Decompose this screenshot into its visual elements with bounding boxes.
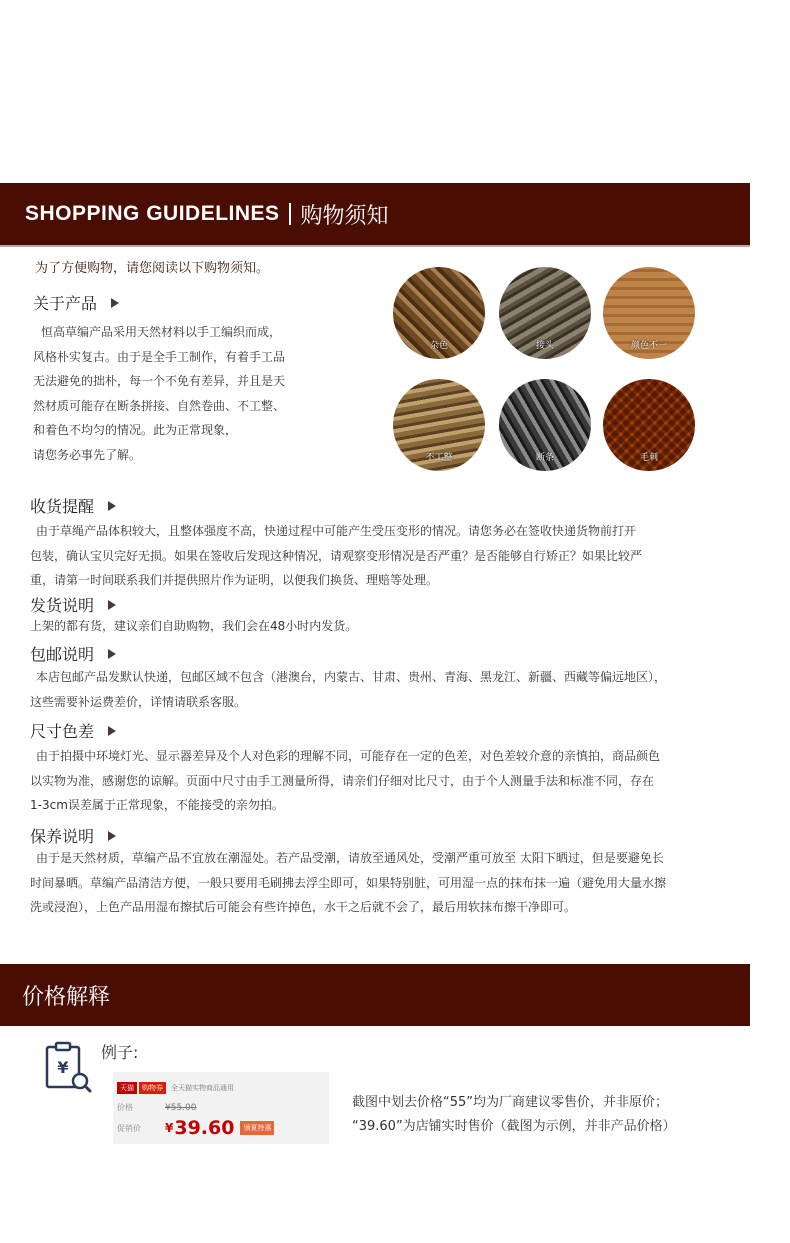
svg-text:¥: ¥	[57, 1058, 69, 1077]
paragraph-line: 以实物为准，感谢您的谅解。页面中尺寸由手工测量所得，请亲们仔细对比尺寸，由于个人测量手法和标准不同，存在	[30, 773, 655, 788]
price-tag-clipboard-icon	[44, 1041, 92, 1093]
price-screenshot-card	[113, 1072, 329, 1144]
paragraph-line: 上架的都有货，建议亲们自助购物，我们会在48小时内发货。	[30, 619, 358, 633]
section-title-label: 保养说明	[30, 827, 95, 846]
tmall-badge: 天猫	[117, 1082, 137, 1094]
triangle-right-icon	[111, 298, 119, 308]
paragraph-line: 1-3cm误差属于正常现象，不能接受的亲勿拍。	[30, 798, 284, 812]
price-explanation-text	[352, 1091, 676, 1139]
banner-title-zh: 购物须知	[300, 203, 389, 229]
care-paragraph	[30, 846, 666, 920]
thumb-caption: 断条	[535, 453, 554, 463]
price-explanation-banner	[0, 964, 750, 1026]
paragraph-line: 然材质可能存在断条拼接、自然卷曲、不工整、	[33, 398, 286, 413]
thumb-caption: 接头	[535, 341, 554, 351]
explanation-line: 截图中划去价格“55”均为厂商建议零售价，并非原价；	[352, 1095, 669, 1110]
size-color-paragraph	[30, 744, 660, 818]
section-title-shipping	[30, 593, 116, 616]
banner-underline	[0, 245, 750, 247]
banner-title-zh: 价格解释	[22, 984, 111, 1010]
paragraph-line: 请您务必事先了解。	[33, 447, 142, 462]
paragraph-line: 由于草绳产品体积较大，且整体强度不高，快递过程中可能产生受压变形的情况。请您务必在签收快递货物前打开	[36, 524, 637, 538]
promo-price-label: 促销价	[117, 1123, 141, 1133]
paragraph-line: 重，请第一时间联系我们并提供照片作为证明，以便我们换货、理赔等处理。	[30, 573, 439, 587]
banner-divider	[289, 203, 291, 225]
paragraph-line: 由于拍摄中环境灯光、显示器差异及个人对色彩的理解不同，可能存在一定的色差，对色差较介意的亲慎拍，商品颜色	[36, 749, 661, 763]
thumb-caption: 毛刺	[639, 453, 658, 463]
intro-text: 为了方便购物，请您阅读以下购物须知。	[35, 261, 270, 276]
section-title-receiving	[30, 494, 116, 517]
triangle-right-icon	[108, 501, 116, 511]
section-title-label: 包邮说明	[30, 645, 95, 664]
thumb-caption: 不工整	[425, 453, 453, 463]
section-title-free-shipping	[30, 642, 116, 665]
example-label: 例子:	[101, 1043, 139, 1062]
original-price-label: 价格	[117, 1103, 133, 1112]
promo-badge: 颁夏特惠	[240, 1121, 274, 1135]
paragraph-line: 风格朴实复古。由于是全手工制作，有着手工品	[33, 349, 286, 364]
receiving-paragraph	[30, 519, 642, 593]
shipping-paragraph	[30, 614, 357, 639]
coupon-badge: 购物券	[139, 1082, 166, 1094]
section-title-label: 尺寸色差	[30, 722, 95, 741]
thumb-irregular	[393, 379, 485, 471]
triangle-right-icon	[108, 831, 116, 841]
paragraph-line: 无法避免的拙朴，每一个不免有差异，并且是天	[33, 374, 286, 388]
paragraph-line: 洗或浸泡），上色产品用湿布擦拭后可能会有些许掉色，水干之后就不会了，最后用软抹布擦干净即可。	[30, 900, 577, 914]
thumb-uneven-color	[603, 267, 695, 359]
paragraph-line: 恒高草编产品采用天然材料以手工编织而成，	[41, 325, 282, 339]
thumb-burr	[603, 379, 695, 471]
section-title-care	[30, 824, 116, 847]
paragraph-line: 由于是天然材质，草编产品不宜放在潮湿处。若产品受潮，请放至通风处，受潮严重可放至 太阳下晒过，但是要避免长	[36, 851, 664, 865]
paragraph-line: 包装，确认宝贝完好无损。如果在签收后发现这种情况，请观察变形情况是否严重？是否能够自行矫正？如果比较严	[30, 548, 643, 563]
promo-price-row	[117, 1117, 274, 1139]
section-title-label: 发货说明	[30, 596, 95, 615]
about-paragraph	[33, 320, 285, 467]
banner-title-en: SHOPPING GUIDELINES	[25, 202, 280, 225]
explanation-line: “39.60”为店铺实时售价（截图为示例，并非产品价格）	[352, 1119, 676, 1134]
section-title-label: 关于产品	[33, 294, 98, 313]
paragraph-line: 这些需要补运费差价，详情请联系客服。	[30, 694, 247, 709]
paragraph-line: 时间暴晒。草编产品清洁方便，一般只要用毛刷拂去浮尘即可，如果特别脏，可用湿一点的抹布抹一遍（避免用大量水擦	[30, 875, 667, 890]
triangle-right-icon	[108, 600, 116, 610]
currency-symbol: ¥	[165, 1121, 174, 1135]
section-title-about	[33, 291, 119, 314]
price-card-header	[117, 1082, 234, 1094]
thumb-caption: 颜色不一	[630, 341, 667, 351]
section-title-size-color	[30, 719, 116, 742]
paragraph-line: 和着色不均匀的情况。此为正常现象，	[33, 423, 238, 437]
thumb-broken-strand	[499, 379, 591, 471]
original-price: ¥55.00	[165, 1102, 197, 1113]
triangle-right-icon	[108, 726, 116, 736]
original-price-row	[117, 1102, 197, 1113]
triangle-right-icon	[108, 649, 116, 659]
thumb-caption: 杂色	[429, 341, 448, 351]
section-title-label: 收货提醒	[30, 497, 95, 516]
thumb-joint	[499, 267, 591, 359]
current-price: 39.60	[174, 1117, 235, 1139]
thumb-mixed-color	[393, 267, 485, 359]
free-shipping-paragraph	[30, 665, 666, 714]
coupon-note: 全天猫实物商品通用	[171, 1084, 234, 1092]
paragraph-line: 本店包邮产品发默认快递，包邮区域不包含（港澳台，内蒙古、甘肃、贵州、青海、黑龙江、新疆、西藏等偏远地区），	[36, 670, 667, 684]
material-thumbnails	[393, 267, 703, 477]
shopping-guidelines-banner	[0, 183, 750, 245]
